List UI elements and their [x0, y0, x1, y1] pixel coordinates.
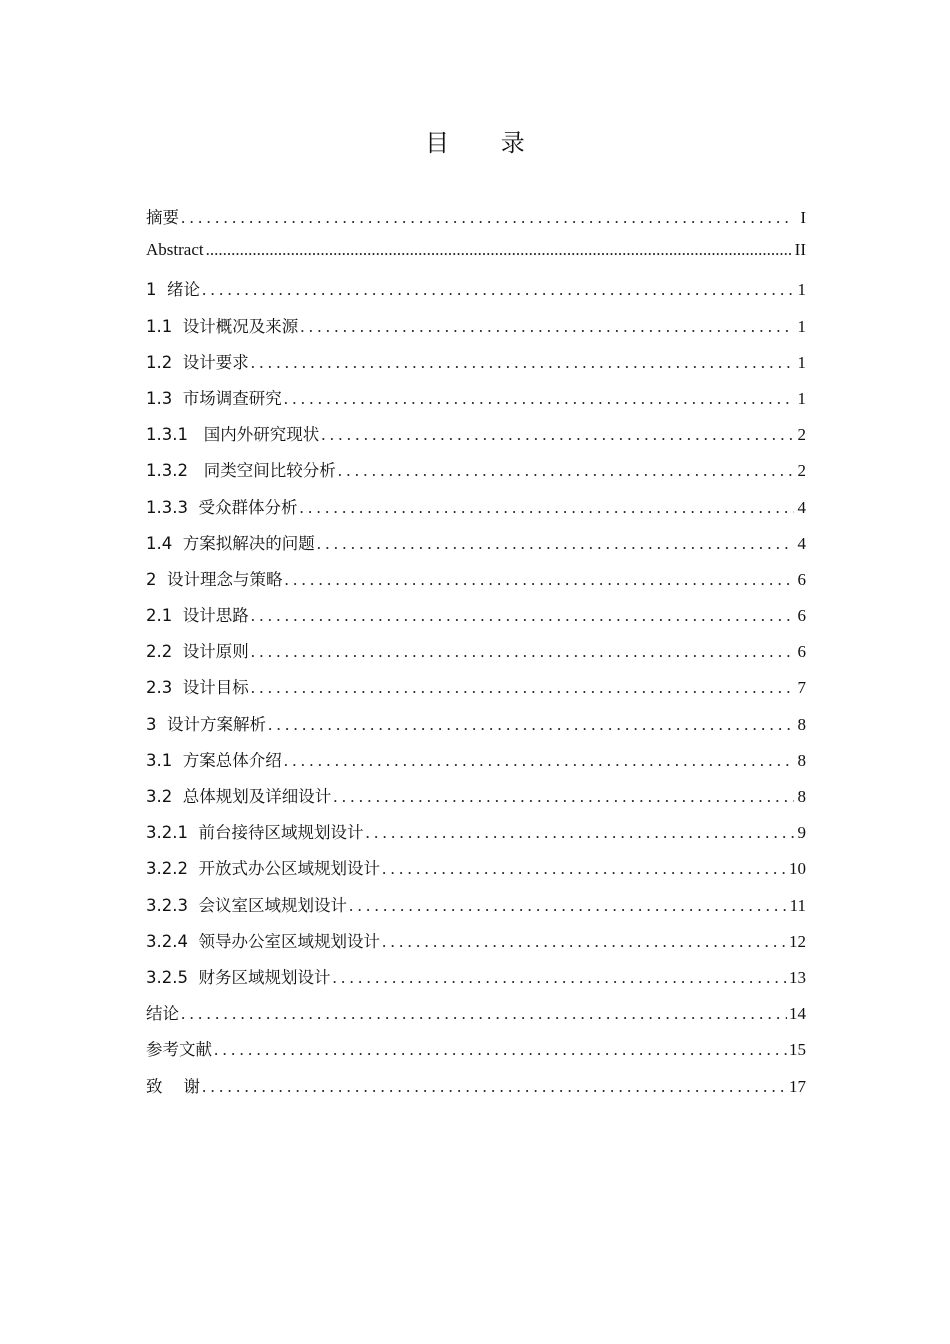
- toc-entry-label: 3.2 总体规划及详细设计: [146, 787, 332, 806]
- toc-dot-leader: [251, 606, 794, 626]
- toc-entry-label: 1.2 设计要求: [146, 352, 249, 372]
- toc-page-number: 9: [797, 823, 806, 843]
- toc-entry-label: 2.3 设计目标: [146, 678, 249, 698]
- toc-dot-leader: [251, 353, 794, 373]
- toc-entry[interactable]: [146, 385, 806, 421]
- toc-page-number: 6: [797, 642, 806, 662]
- toc-page-number: 6: [797, 606, 806, 626]
- toc-page-number: 1: [797, 388, 806, 408]
- toc-dot-leader: [338, 461, 794, 481]
- toc-entry[interactable]: [146, 674, 806, 710]
- toc-entry-label: 1.1 设计概况及来源: [146, 316, 299, 336]
- toc-entry-label: 2 设计理念与策略: [146, 569, 283, 589]
- toc-dot-leader: [181, 208, 794, 228]
- toc-dot-leader: [285, 570, 795, 590]
- toc-dot-leader: [332, 968, 787, 988]
- toc-page-number: 1: [797, 316, 806, 336]
- toc-entry-label: 3.2.4 领导办公室区域规划设计: [146, 931, 380, 951]
- toc-page-number: 17: [789, 1076, 806, 1096]
- page-title: 目 录: [425, 129, 547, 157]
- toc-entry-label: 2.2 设计原则: [146, 642, 249, 662]
- toc-entry[interactable]: [146, 892, 806, 928]
- toc-entry-label: 1.3.1 国内外研究现状: [146, 425, 320, 445]
- toc-entry-label: 1.3 市场调查研究: [146, 388, 282, 408]
- toc-dot-leader: [284, 389, 794, 409]
- toc-entry-label: 结论: [146, 1004, 179, 1024]
- toc-entry[interactable]: [146, 204, 806, 240]
- toc-entry[interactable]: [146, 711, 806, 747]
- toc-entry[interactable]: [146, 747, 806, 783]
- toc-entry[interactable]: [146, 964, 806, 1000]
- toc-entry-label: 1.4 方案拟解决的问题: [146, 533, 315, 553]
- toc-dot-leader: [382, 859, 787, 879]
- toc-entry-label: 参考文献: [146, 1040, 212, 1060]
- toc-entry[interactable]: [146, 1000, 806, 1036]
- toc-page-number: II: [794, 240, 806, 260]
- toc-dot-leader: [365, 823, 794, 843]
- toc-entry-label: 3 设计方案解析: [146, 714, 266, 734]
- toc-page-number: 11: [789, 895, 806, 915]
- toc-page-number: 13: [789, 967, 806, 987]
- toc-page-number: 4: [797, 533, 806, 553]
- toc-dot-leader: [251, 678, 794, 698]
- toc-dot-leader: [202, 1077, 787, 1097]
- toc-entry[interactable]: [146, 819, 806, 855]
- toc-entry-label: 1.3.2 同类空间比较分析: [146, 461, 336, 481]
- toc-entry-label: 3.1 方案总体介绍: [146, 750, 282, 770]
- toc-entry-label: Abstract: [146, 240, 204, 260]
- toc-page-number: 1: [797, 280, 806, 300]
- toc-entry[interactable]: [146, 1073, 806, 1109]
- toc-entry[interactable]: [146, 494, 806, 530]
- toc-page-number: 10: [789, 859, 806, 879]
- toc-entry[interactable]: [146, 313, 806, 349]
- toc-entry[interactable]: [146, 240, 806, 276]
- toc-entry-label: 1.3.3 受众群体分析: [146, 497, 298, 517]
- toc-page-number: 4: [797, 497, 806, 517]
- toc-page-number: 2: [797, 425, 806, 445]
- toc-entry-label: 3.2.1 前台接待区域规划设计: [146, 823, 364, 843]
- toc-entry[interactable]: [146, 1036, 806, 1072]
- toc-page-number: 8: [797, 787, 806, 806]
- toc-entry-label: 2.1 设计思路: [146, 606, 249, 626]
- toc-page-number: 8: [797, 750, 806, 770]
- toc-entry[interactable]: [146, 602, 806, 638]
- toc-page-number: 6: [797, 569, 806, 589]
- toc-entry[interactable]: [146, 638, 806, 674]
- toc-dot-leader: [300, 317, 794, 337]
- toc-entry-label: 致 谢: [146, 1076, 200, 1096]
- toc-page-number: 1: [797, 352, 806, 372]
- toc-entry[interactable]: [146, 855, 806, 891]
- toc-entry[interactable]: [146, 530, 806, 566]
- toc-entry-label: 1 绪论: [146, 280, 200, 300]
- toc-dot-leader: [317, 534, 794, 554]
- toc-dot-leader: [181, 1004, 787, 1024]
- toc-dot-leader: [382, 932, 787, 952]
- toc-dot-leader: [299, 498, 794, 518]
- toc-dot-leader: [349, 896, 788, 916]
- toc-dot-leader: [284, 751, 794, 771]
- toc-entry[interactable]: [146, 928, 806, 964]
- toc-page-number: 15: [789, 1040, 806, 1060]
- toc-entry-label: 3.2.3 会议室区域规划设计: [146, 895, 347, 915]
- toc-entry-label: 3.2.5 财务区域规划设计: [146, 967, 331, 987]
- toc-page-number: 7: [797, 678, 806, 698]
- toc-entry[interactable]: [146, 566, 806, 602]
- toc-entry[interactable]: [146, 276, 806, 312]
- toc-dot-leader: [251, 642, 794, 662]
- toc-page-number: I: [800, 208, 806, 227]
- toc-entry[interactable]: [146, 783, 806, 819]
- toc-dot-leader: [202, 280, 794, 300]
- toc-page-number: 14: [789, 1004, 806, 1024]
- table-of-contents: [146, 204, 806, 1109]
- toc-entry-label: 摘要: [146, 208, 179, 227]
- toc-entry-label: 3.2.2 开放式办公区域规划设计: [146, 859, 380, 879]
- toc-dot-leader: [214, 1040, 787, 1060]
- toc-page-number: 8: [797, 714, 806, 734]
- toc-page-number: 12: [789, 931, 806, 951]
- toc-dot-leader: [321, 425, 794, 445]
- toc-dot-leader: [333, 787, 794, 807]
- toc-entry[interactable]: [146, 457, 806, 493]
- toc-page-number: 2: [797, 461, 806, 481]
- toc-entry[interactable]: [146, 421, 806, 457]
- toc-dot-leader: [206, 240, 793, 260]
- toc-entry[interactable]: [146, 349, 806, 385]
- toc-dot-leader: [268, 715, 794, 735]
